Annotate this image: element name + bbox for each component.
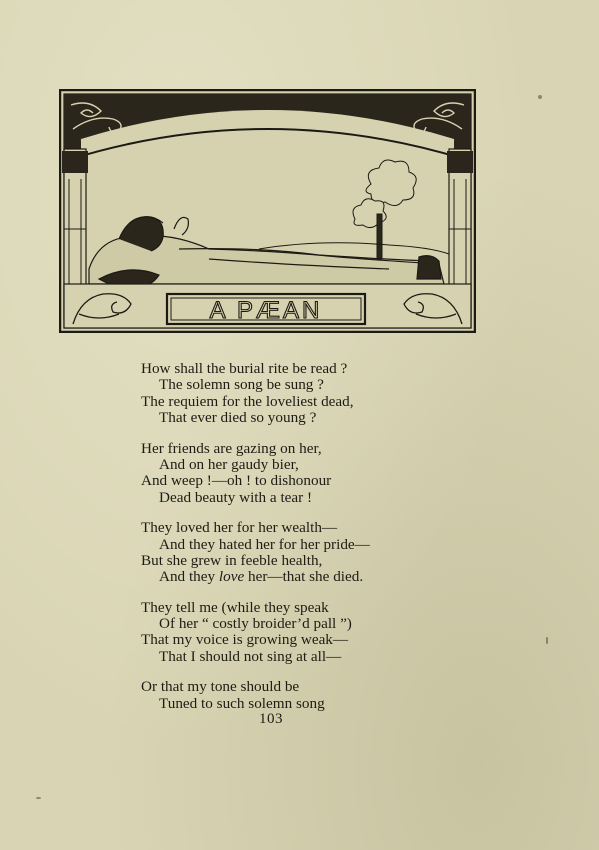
poem-line: And weep !—oh ! to dishonour [141,472,332,490]
poem-line: And on her gaudy bier, [159,455,299,473]
poem-line: Dead beauty with a tear ! [159,488,313,506]
emphasis: love [218,568,245,586]
stanza-gap [141,427,461,441]
poem-line: That I should not sing at all— [159,647,342,665]
poem-line: But she grew in feeble health, [141,551,323,569]
poem-line: That ever died so young ? [159,409,317,427]
poem-line: The requiem for the loveliest dead, [141,392,354,410]
poem-line: Tuned to such solemn song [159,694,325,712]
stanza [141,679,461,712]
poem-line: And they love her—that she died. [159,568,364,586]
stanza [141,441,461,507]
poem-line: And they hated her for her pride— [159,535,370,553]
stanza [141,361,461,427]
stanza-gap [141,665,461,679]
poem-line: Of her “ costly broider’d pall ”) [159,615,352,633]
headpiece-illustration [59,89,476,333]
paper-speck [538,95,542,99]
stanza-gap [141,506,461,520]
poem-line: That my voice is growing weak— [141,631,349,649]
poem-line: Her friends are gazing on her, [141,439,322,457]
poem-line: They loved her for her wealth— [141,519,338,537]
stanza-gap [141,586,461,600]
poem-line: They tell me (while they speak [141,598,329,616]
poem [141,361,461,712]
poem-line: The solemn song be sung ? [159,376,324,394]
stanza [141,600,461,666]
paper-speck [36,797,41,799]
illustration-title: A PÆAN [209,297,323,324]
poem-line: How shall the burial rite be read ? [141,360,348,377]
poem-line: Or that my tone should be [141,678,300,696]
stanza [141,520,461,586]
paper-speck [546,637,548,644]
page-number: 103 [259,711,283,727]
